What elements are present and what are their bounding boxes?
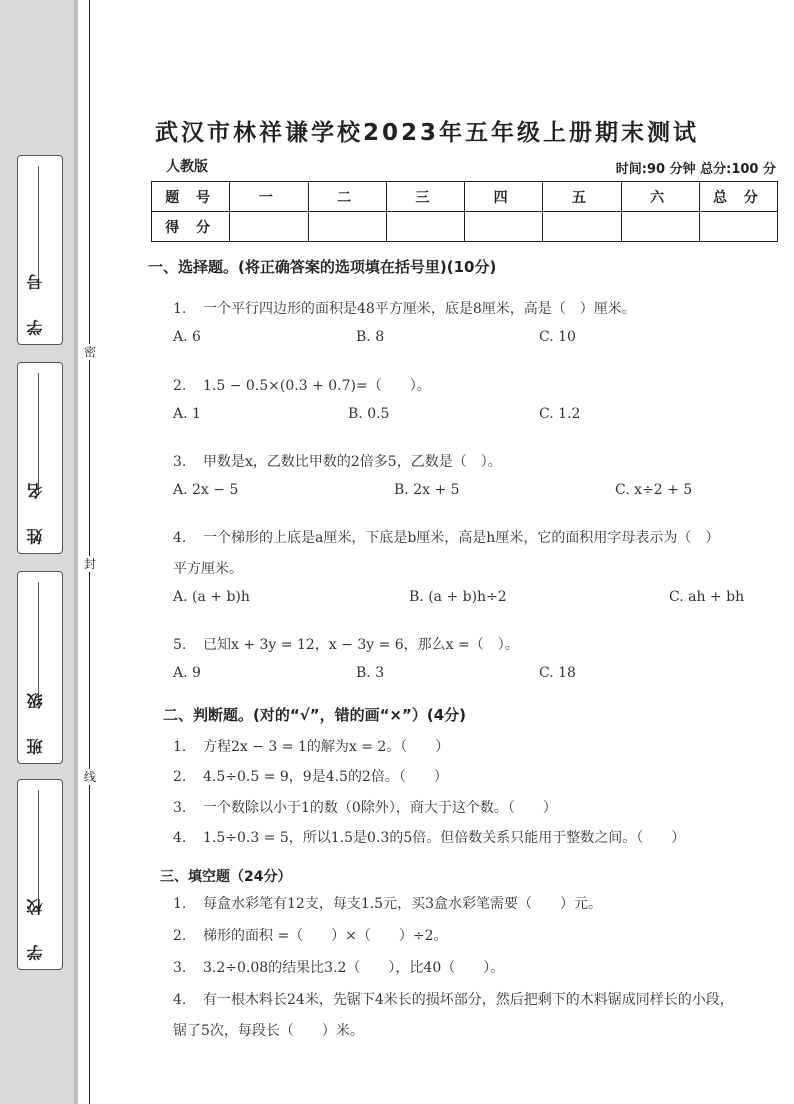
question-number: 4. (173, 530, 187, 546)
student-name-label: 姓 名 (26, 471, 45, 545)
question-text (173, 736, 449, 756)
score-entry[interactable] (308, 212, 386, 242)
option-a: A. 1 (173, 406, 201, 422)
question-number: 3. (173, 454, 187, 470)
question-number: 2. (173, 769, 187, 785)
question-body: 已知x + 3y = 12，x − 3y = 6，那么x =（ ）。 (203, 637, 519, 653)
question-continuation: 平方厘米。 (173, 561, 243, 577)
option-c: C. x÷2 + 5 (615, 482, 693, 498)
class-field[interactable] (17, 571, 63, 764)
score-cell: 题 号 (152, 182, 230, 212)
exam-title: 武汉市林祥谦学校2023年五年级上册期末测试 (155, 120, 700, 146)
option-b: B. (a + b)h÷2 (409, 589, 507, 605)
option-a: A. 9 (173, 665, 201, 681)
school-label: 学 校 (26, 887, 45, 961)
school-field[interactable] (17, 779, 63, 970)
score-cell: 六 (621, 182, 699, 212)
binding-margin-edge (74, 0, 78, 1104)
option-a: A. 6 (173, 329, 201, 345)
question-body: 1.5÷0.3 = 5，所以1.5是0.3的5倍。但倍数关系只能用于整数之间。（ ） (203, 830, 686, 846)
score-entry[interactable] (386, 212, 464, 242)
score-cell: 一 (230, 182, 308, 212)
question-text (173, 375, 431, 395)
seal-mark-xian: 线 (83, 770, 96, 784)
score-row-label: 得 分 (152, 212, 230, 242)
question-body: 每盒水彩笔有12支，每支1.5元，买3盒水彩笔需要（ ）元。 (203, 896, 602, 912)
option-c: C. 1.2 (539, 406, 581, 422)
option-b: B. 0.5 (348, 406, 390, 422)
class-label: 班 级 (26, 681, 45, 755)
question-text (173, 298, 636, 318)
score-entry[interactable] (230, 212, 308, 242)
option-c: C. 18 (539, 665, 576, 681)
question-body: 3.2÷0.08的结果比3.2（ ），比40（ ）。 (203, 960, 505, 976)
seal-line (89, 0, 90, 1104)
score-table-score-row (152, 212, 778, 242)
question-body: 一个数除以小于1的数（0除外），商大于这个数。（ ） (203, 800, 557, 816)
question-text (173, 766, 448, 786)
seal-mark-feng: 封 (83, 557, 96, 571)
question-number: 1. (173, 301, 187, 317)
score-cell: 四 (465, 182, 543, 212)
score-cell: 三 (386, 182, 464, 212)
question-body: 4.5÷0.5 = 9，9是4.5的2倍。（ ） (203, 769, 448, 785)
score-entry[interactable] (465, 212, 543, 242)
question-number: 5. (173, 637, 187, 653)
seal-mark-mi: 密 (83, 345, 96, 359)
score-entry[interactable] (621, 212, 699, 242)
question-number: 3. (173, 960, 187, 976)
score-entry[interactable] (543, 212, 621, 242)
question-body: 方程2x − 3 = 1的解为x = 2。（ ） (203, 739, 450, 755)
question-text (173, 634, 519, 654)
question-number: 4. (173, 992, 187, 1008)
question-text (173, 451, 502, 471)
option-a: A. (a + b)h (173, 589, 250, 605)
question-number: 4. (173, 830, 187, 846)
question-body: 有一根木料长24米，先锯下4米长的损坏部分，然后把剩下的木料锯成同样长的小段， (203, 992, 734, 1008)
question-number: 1. (173, 739, 187, 755)
student-name-field[interactable] (17, 362, 63, 554)
question-number: 2. (173, 928, 187, 944)
question-body: 1.5 − 0.5×(0.3 + 0.7)=（ ）。 (203, 378, 431, 394)
option-c: C. ah + bh (669, 589, 745, 605)
student-id-label: 学 号 (26, 262, 45, 336)
option-b: B. 2x + 5 (394, 482, 460, 498)
question-text (173, 957, 504, 977)
score-entry[interactable] (699, 212, 777, 242)
question-continuation: 锯了5次，每段长（ ）米。 (173, 1023, 364, 1039)
section-title-fill-in: 三、填空题（24分） (160, 869, 292, 885)
option-b: B. 3 (356, 665, 385, 681)
question-body: 甲数是x，乙数比甲数的2倍多5，乙数是（ ）。 (203, 454, 502, 470)
section-title-judgement: 二、判断题。(对的“√”，错的画“×”）(4分) (163, 706, 467, 724)
question-text (173, 989, 734, 1009)
question-number: 3. (173, 800, 187, 816)
question-body: 梯形的面积 =（ ）×（ ）÷2。 (203, 928, 448, 944)
edition-label: 人教版 (166, 159, 208, 175)
time-score-info: 时间:90 分钟 总分:100 分 (615, 162, 776, 177)
question-text (173, 797, 557, 817)
section-title-choice: 一、选择题。(将正确答案的选项填在括号里)(10分) (148, 258, 497, 276)
score-table (151, 181, 778, 242)
option-a: A. 2x − 5 (173, 482, 239, 498)
option-b: B. 8 (356, 329, 385, 345)
option-c: C. 10 (539, 329, 576, 345)
score-cell: 二 (308, 182, 386, 212)
question-body: 一个梯形的上底是a厘米，下底是b厘米，高是h厘米，它的面积用字母表示为（ ） (203, 530, 720, 546)
question-text (173, 827, 685, 847)
score-cell: 五 (543, 182, 621, 212)
question-text (173, 925, 448, 945)
question-text (173, 527, 719, 547)
question-number: 1. (173, 896, 187, 912)
student-id-field[interactable] (17, 155, 63, 345)
question-body: 一个平行四边形的面积是48平方厘米，底是8厘米，高是（ ）厘米。 (203, 301, 636, 317)
question-text (173, 893, 602, 913)
score-cell: 总 分 (699, 182, 777, 212)
score-table-header-row (152, 182, 778, 212)
question-number: 2. (173, 378, 187, 394)
